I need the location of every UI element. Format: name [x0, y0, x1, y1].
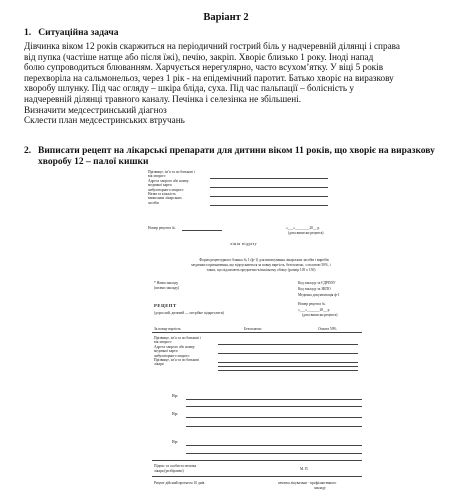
stamp-label: М. П.: [300, 467, 309, 471]
rp-label: Rp:: [172, 393, 179, 398]
stub-label: виписаних лікарських: [148, 196, 182, 201]
date-caption-2: (дата виписки рецепта): [302, 313, 338, 317]
stub-label: Прізвище, ім’я та по батькові і: [148, 170, 195, 174]
form-description: медичного призначення, що відпускаються за повну вартість, безоплатно, з оплатою 50%, і: [191, 263, 331, 267]
code-zkpo: Код закладу за ЗКПО: [298, 287, 331, 291]
patient-label: Адреса хворого або номер: [154, 344, 195, 349]
recipe-number-2: Номер рецепта №: [298, 302, 326, 306]
task-line: Дівчинка віком 12 років скаржиться на періодичний гострий біль у надчеревній ділянці і справа: [24, 41, 400, 51]
date-line-2: «___»_______20__ р: [298, 308, 330, 312]
task-line: перехворіла на сальмонельоз, через 1 рік - на епідемічний паротит. Батько хворіє на виразкову: [24, 72, 394, 83]
code-edrpou: Код закладу за ЄДРПОУ: [298, 281, 336, 285]
section-1-heading: [24, 28, 119, 38]
rp-label: Rp:: [172, 411, 179, 416]
signature-label: Підпис та особиста печатка: [154, 464, 197, 468]
institution-label: * Назва закладу: [154, 281, 179, 285]
rp-line: [186, 453, 362, 454]
rp-line: [186, 417, 362, 418]
patient-line: [218, 353, 358, 354]
task-line: Склести план медсестринських втручань: [24, 115, 185, 126]
full-price: За повну вартість: [154, 327, 181, 331]
separator: [152, 332, 362, 333]
stub-field-labels: [148, 170, 195, 205]
half-payment: Оплата 50%: [318, 327, 337, 331]
stub-label: вік хворого: [148, 174, 166, 179]
form-description: таких, що підлягають предметно-кількісному обліку (розмір 105 х 150): [206, 268, 316, 272]
stamp-caption: печатка лікувально - профілактичного: [278, 481, 337, 485]
recipe-word: РЕЦЕПТ: [154, 303, 177, 308]
section-1-number: 1.: [24, 28, 32, 38]
cut-line-label: лінія відрізу: [230, 241, 258, 246]
institution-caption: (штамп закладу): [154, 286, 180, 290]
validity-note: Рецепт дійсний протягом 10 днів: [154, 481, 205, 485]
rp-line: [186, 445, 362, 446]
situation-task-text: [24, 41, 444, 126]
stub-line: [210, 196, 328, 197]
rp-line: [186, 399, 362, 400]
patient-label: амбулаторного хворого: [154, 353, 190, 358]
rp-line: [186, 426, 362, 427]
section-1-title: Ситуаційна задача: [38, 28, 119, 38]
stub-label: медичної карти: [148, 183, 172, 188]
patient-label: медичної карти: [154, 349, 178, 354]
separator: [152, 460, 362, 461]
recipe-caption: (дорослий, дитячий — потрібне підкреслити): [154, 311, 224, 315]
form-name: Форма рецептурного бланка № 1 (ф-1) для виписування лікарських засобів і виробів: [199, 258, 329, 262]
free-of-charge: Безоплатно: [244, 327, 262, 331]
stub-line: [210, 178, 328, 179]
task-line: болю супроводиться блюванням. Харчується нерегулярно, часто всухом’ятку. У віці 5 років: [24, 62, 384, 73]
recipe-number-label: Номер рецепта №: [148, 226, 176, 230]
separator: [152, 476, 362, 477]
patient-label: Прізвище, ім’я та по батькові: [154, 358, 199, 363]
prescription-form: [148, 170, 368, 500]
stub-line: [210, 205, 328, 206]
patient-field-labels: [154, 336, 201, 367]
patient-line: [218, 362, 358, 363]
stub-line: [210, 187, 328, 188]
med-doc: Медична документація ф-1: [298, 293, 340, 297]
recipe-number-line: [182, 230, 222, 231]
rp-label: Rp:: [172, 439, 179, 444]
patient-label: вік хворого: [154, 340, 172, 345]
date-line: «___»________20__ р: [286, 226, 320, 230]
task-line: Визначити медсестринський діагноз: [24, 104, 167, 115]
section-2-number: 2.: [24, 146, 32, 156]
stub-label: засобів: [148, 200, 159, 205]
signature-label-2: лікаря (розбірливо): [154, 469, 184, 473]
variant-title: Варіант 2: [203, 12, 249, 23]
patient-line: [218, 366, 358, 367]
patient-label: Прізвище, ім’я та по батькові і: [154, 336, 201, 340]
stub-label: Назва та кількість: [148, 192, 176, 197]
section-2: [24, 146, 444, 168]
rp-line: [186, 406, 362, 407]
patient-line: [218, 370, 358, 371]
task-line: надчеревній ділянці травного каналу. Печінка і селезінка не збільшені.: [24, 93, 301, 104]
task-line: від пупка (частіше натще або після їжі), печію, закріп. Хворіє близько 1 року. Іноді напад: [24, 51, 374, 62]
section-2-text: Виписати рецепт на лікарські препарати для дитини віком 11 років, що хворіє на виразкову хворобу 12 – палої кишки: [38, 146, 435, 167]
stub-label: амбулаторного хворого: [148, 187, 184, 192]
patient-label: лікаря: [154, 362, 164, 367]
date-caption: (дата виписки рецепта): [288, 231, 324, 235]
patient-line: [218, 344, 358, 345]
task-line: хворобу шлунку. Під час огляду – шкіра бліда, суха. Під час пальпації – болісність у: [24, 83, 355, 94]
stub-label: Адреса хворого або номер: [148, 178, 189, 183]
stamp-caption-2: закладу: [314, 486, 326, 490]
